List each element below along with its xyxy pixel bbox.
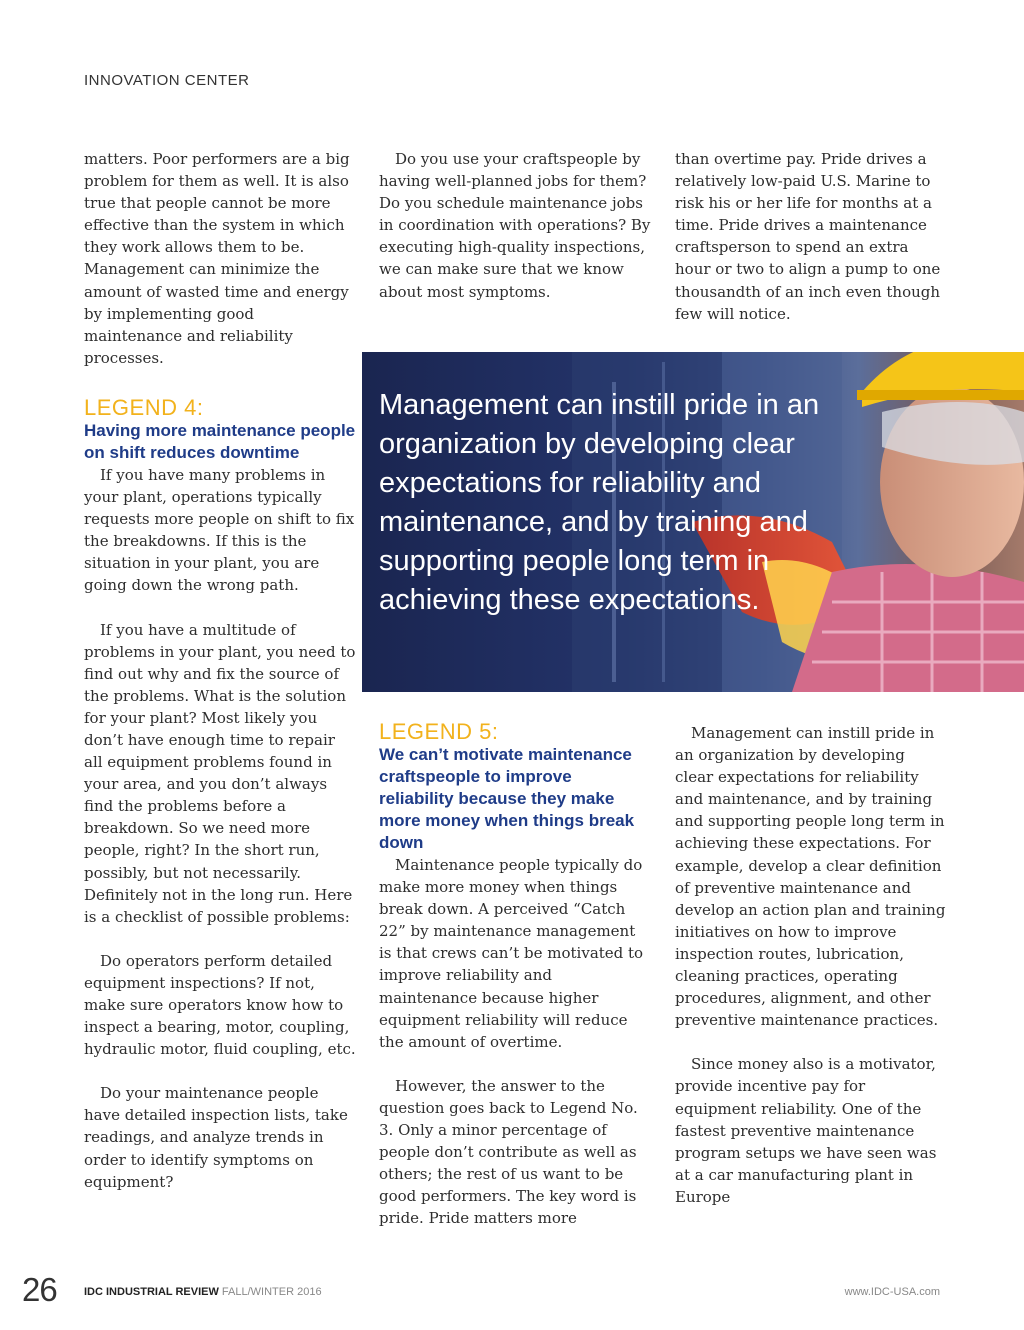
article-column-3-bottom (675, 722, 947, 1208)
publication-credit (84, 1286, 322, 1298)
website-url: www.IDC-USA.com (844, 1286, 940, 1298)
paragraph: Management can instill pride in an organization by developing clear expectations for reliability and maintenance, and by training and supporting people long term in achieving these expectations. For example, develop a clear definition of preventive maintenance and develop an action plan and training initiatives on how to improve inspection routes, lubrication, cleaning practices, operating procedures, alignment, and other preventive maintenance practices. (675, 724, 946, 1030)
paragraph: However, the answer to the question goes back to Legend No. 3. Only a minor percentage of people don’t contribute as well as others; the rest of us want to be good performers. The key word is pride. Pride matters more (379, 1076, 638, 1228)
paragraph: matters. Poor performers are a big problem for them as well. It is also true that people cannot be more effective than the system in which they work allows them to be. Management can minimize the amount of wasted time and energy by implementing good maintenance and reliability processes. (84, 150, 350, 367)
legend-4-subtitle: Having more maintenance people on shift reduces downtime (84, 420, 356, 462)
hero-image (362, 352, 1024, 692)
paragraph: If you have many problems in your plant, operations typically requests more people on shift to fix the breakdowns. If this is the situation in your plant, you are going down the wrong path. (84, 465, 355, 595)
paragraph: Do operators perform detailed equipment inspections? If not, make sure operators know how to inspect a bearing, motor, coupling, hydraulic motor, fluid coupling, etc. (84, 951, 356, 1059)
article-column-2-top (379, 148, 651, 303)
paragraph: than overtime pay. Pride drives a relatively low-paid U.S. Marine to risk his or her life for months at a time. Pride drives a maintenance craftsperson to spend an extra hour or two to align a pump to one thousandth of an inch even though few will notice. (675, 150, 941, 323)
paragraph: Maintenance people typically do make more money when things break down. A perceived “Catch 22” by maintenance management is that crews can’t be motivated to improve reliability and maintenance because higher equipment reliability will reduce the amount of overtime. (379, 856, 644, 1051)
article-column-3-top (675, 148, 947, 325)
article-column-2-bottom (379, 720, 651, 1230)
article-column-1 (84, 148, 356, 1193)
page-number: 26 (22, 1271, 57, 1308)
legend-5-title: LEGEND 5: (379, 719, 499, 744)
legend-5-subtitle: We can’t motivate maintenance craftspeople to improve reliability because they make more money when things break down (379, 745, 635, 852)
paragraph: If you have a multitude of problems in your plant, you need to find out why and fix the source of the problems. What is the solution for your plant? Most likely you don’t have enough time to repair all equipment problems found in your area, and you don’t always find the problems before a breakdown. So we need more people, right? In the short run, possibly, but not necessarily. Definitely not in the long run. Here is a checklist of possible problems: (84, 620, 356, 926)
paragraph: Since money also is a motivator, provide incentive pay for equipment reliability. One of the fastest preventive maintenance program setups we have seen was at a car manufacturing plant in Europe (675, 1055, 937, 1206)
publication-issue: FALL/WINTER 2016 (221, 1286, 322, 1298)
paragraph: Do your maintenance people have detailed inspection lists, take readings, and analyze trends in order to identify symptoms on equipment? (84, 1084, 348, 1191)
pull-quote: Management can instill pride in an organization by developing clear expectations for reliability and maintenance, and by training and supporting people long term in achieving these expectations. (379, 389, 820, 616)
legend-4-title: LEGEND 4: (84, 394, 204, 420)
publication-name: IDC INDUSTRIAL REVIEW (84, 1286, 219, 1298)
paragraph: Do you use your craftspeople by having well-planned jobs for them? Do you schedule maintenance jobs in coordination with operations? By executing high-quality inspections, we can make sure that we know about most symptoms. (379, 150, 651, 301)
section-label: INNOVATION CENTER (84, 72, 250, 89)
